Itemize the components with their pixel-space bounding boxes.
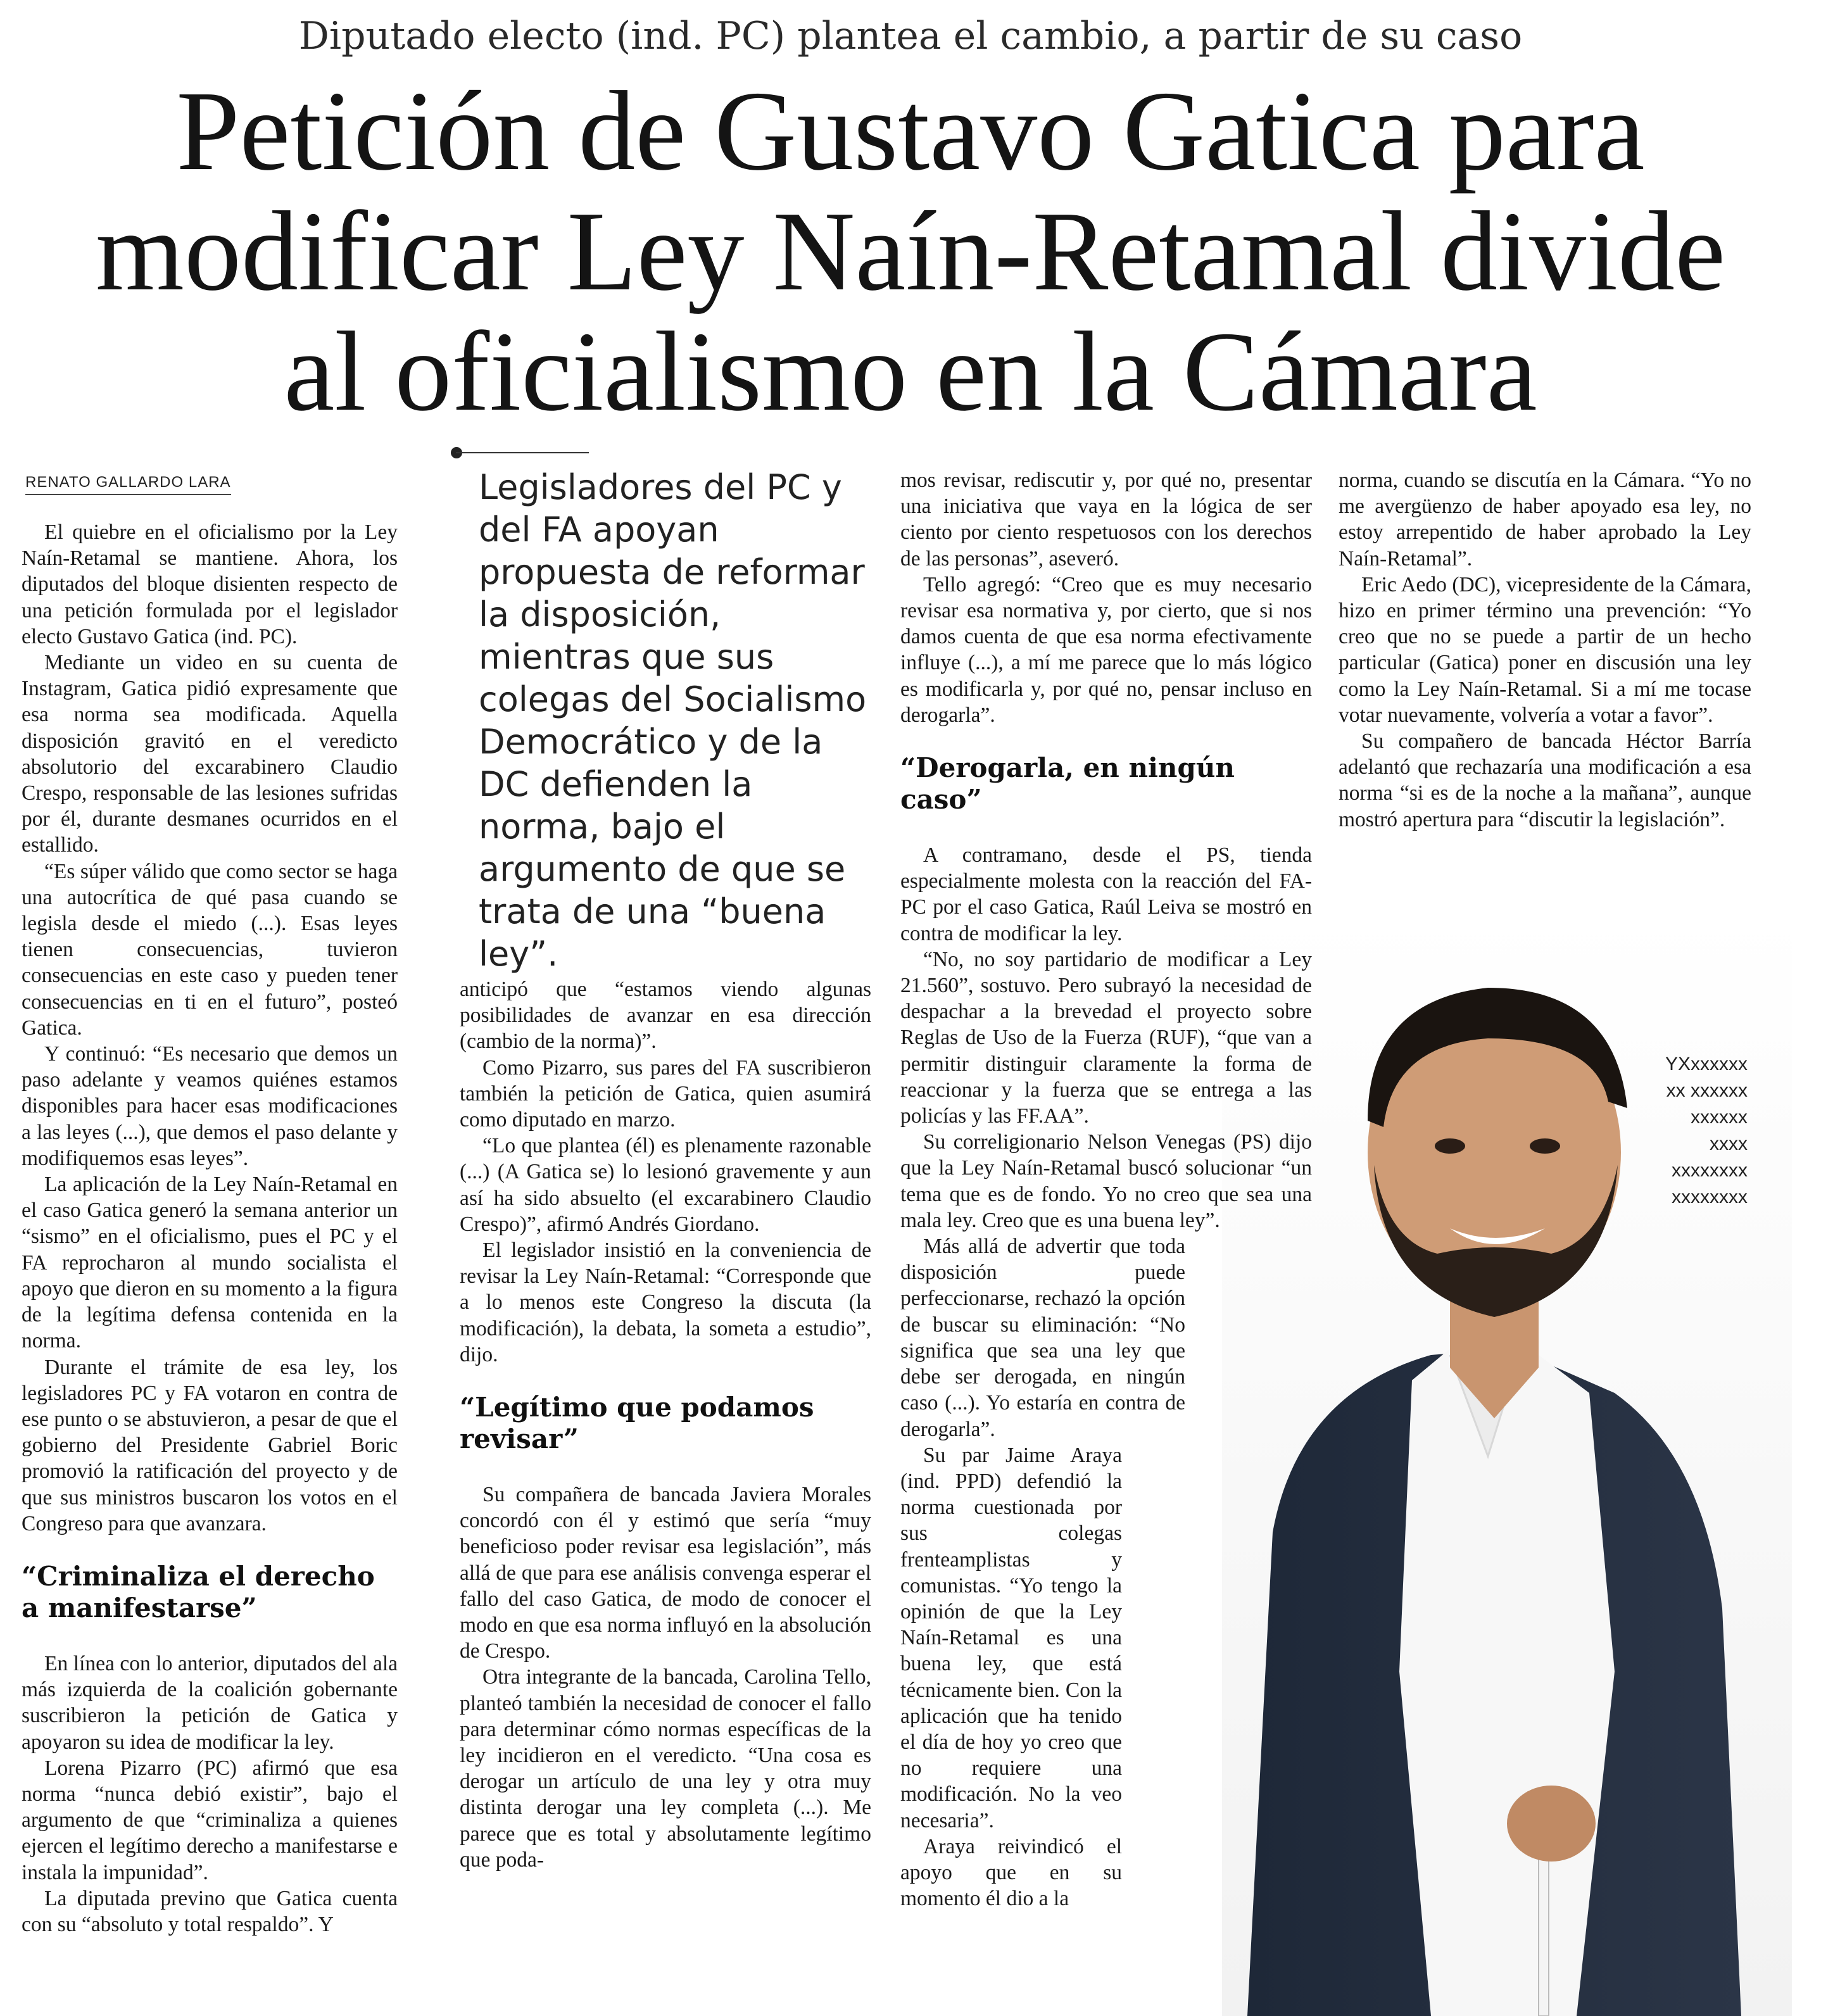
paragraph: Y continuó: “Es necesario que demos un paso adelante y veamos quiénes estamos disponibles para hacer esas modificaciones a las leyes (...), que demos el paso delante y modifiquemos esas leyes”.: [22, 1042, 398, 1170]
photo-caption-line: xxxxxxxx: [1672, 1160, 1748, 1181]
byline: RENATO GALLARDO LARA: [25, 474, 231, 495]
paragraph: mos revisar, rediscutir y, por qué no, presentar una iniciativa que vaya en la lógica de ser ciento por ciento respetuosos con los derechos de las personas”, aseveró.: [900, 469, 1312, 570]
paragraph: Su par Jaime Araya (ind. PPD) defendió la norma cuestionada por sus colegas frenteamplistas y comunistas. “Yo tengo la opinión de que la Ley Naín-Retamal es una buena ley, que está técnicamente bien. Con la aplicación que ha tenido el día de hoy yo creo que no requiere una modificación. No la veo necesaria”.: [900, 1443, 1122, 1832]
photo-caption-line: xxxxxxxx: [1672, 1187, 1748, 1207]
article-column-3: [900, 467, 1312, 1912]
paragraph: “No, no soy partidario de modificar a Ley 21.560”, sostuvo. Pero subrayó la necesidad de despachar a la brevedad el proyecto sobre Reglas de Uso de la Fuerza (RUF), “que van a permitir distinguir claramente la forma de reaccionar y la fuerza que se entrega a las policías y las FF.AA”.: [900, 947, 1312, 1128]
paragraph: anticipó que “estamos viendo algunas posibilidades de avanzar en esa dirección (cambio de la norma)”.: [460, 978, 871, 1054]
headline-line-1: Petición de Gustavo Gatica para: [176, 68, 1645, 194]
paragraph: Mediante un video en su cuenta de Instagram, Gatica pidió expresamente que esa norma sea modificada. Aquella disposición gravitó en el veredicto absolutorio del excarabinero Claudio Crespo, responsable de las lesiones sufridas por él, durante desmanes ocurridos en el estallido.: [22, 651, 398, 857]
headline-line-2: modificar Ley Naín-Retamal divide: [95, 188, 1726, 314]
photo-caption: [1621, 1051, 1748, 1211]
paragraph: A contramano, desde el PS, tienda especialmente molesta con la reacción del FA-PC por el caso Gatica, Raúl Leiva se mostró en contra de modificar la ley.: [900, 843, 1312, 945]
paragraph: El quiebre en el oficialismo por la Ley Naín-Retamal se mantiene. Ahora, los diputados del bloque disienten respecto de una petición formulada por el legislador electo Gustavo Gatica (ind. PC).: [22, 520, 398, 648]
pull-quote-rule: [456, 452, 589, 453]
paragraph: Tello agregó: “Creo que es muy necesario revisar esa normativa y, por cierto, que si nos damos cuenta de que esa norma efectivamente influye (...), a mí me parece que lo más lógico es modificarla y, por qué no, pensar incluso en derogarla”.: [900, 572, 1312, 727]
photo-caption-line: YXxxxxxx: [1665, 1054, 1748, 1074]
paragraph: Su compañero de bancada Héctor Barría adelantó que rechazaría una modificación a esa norma “si es de la noche a la mañana”, aunque mostró apertura para “discutir la legislación”.: [1339, 729, 1751, 831]
article-column-1: [22, 519, 398, 1937]
paragraph: El legislador insistió en la conveniencia de revisar la Ley Naín-Retamal: “Corresponde que a lo menos este Congreso la discuta (la modificación), la debata, la someta a estudio”, dijo.: [460, 1238, 871, 1366]
paragraph: Lorena Pizarro (PC) afirmó que esa norma “nunca debió existir”, bajo el argumento de que “criminaliza a quienes ejercen el legítimo derecho a manifestarse e instala la impunidad”.: [22, 1756, 398, 1884]
paragraph: Durante el trámite de esa ley, los legisladores PC y FA votaron en contra de ese punto o se abstuvieron, a pesar de que el gobierno del Presidente Gabriel Boric promovió la ratificación del proyecto y de que sus ministros buscaron los votos en el Congreso para que avanzara.: [22, 1355, 398, 1535]
headline-line-3: al oficialismo en la Cámara: [284, 308, 1537, 434]
paragraph: Más allá de advertir que toda disposición puede perfeccionarse, rechazó la opción de buscar su eliminación: “No significa que sea una ley que debe ser derogada, en ningún caso (...). Yo estaría en contra de derogarla”.: [900, 1235, 1185, 1441]
subheading: “Derogarla, en ningún caso”: [900, 752, 1235, 816]
subheading: “Criminaliza el derecho a manifestarse”: [22, 1560, 375, 1623]
headline: [38, 68, 1783, 434]
paragraph: La diputada previno que Gatica cuenta con su “absoluto y total respaldo”. Y: [22, 1886, 398, 1936]
subheading: “Legítimo que podamos revisar”: [460, 1392, 814, 1455]
paragraph: norma, cuando se discutía en la Cámara. “Yo no me avergüenzo de haber apoyado esa ley, no estoy arrepentido de haber aprobado la Ley Naín-Retamal”.: [1339, 469, 1751, 570]
paragraph: La aplicación de la Ley Naín-Retamal en el caso Gatica generó la semana anterior un “sismo” en el oficialismo, pues el PC y el FA reprocharon al mundo socialista el apoyo que dieron en su momento a la figura de la legítima defensa contenida en la norma.: [22, 1173, 398, 1353]
paragraph: Como Pizarro, sus pares del FA suscribieron también la petición de Gatica, quien asumirá como diputado en marzo.: [460, 1055, 871, 1132]
paragraph: Araya reivindicó el apoyo que en su momento él dio a la: [900, 1834, 1122, 1911]
photo-caption-line: xxxx: [1710, 1133, 1748, 1154]
kicker: Diputado electo (ind. PC) plantea el cambio, a partir de su caso: [298, 14, 1523, 58]
paragraph: “Lo que plantea (él) es plenamente razonable (...) (A Gatica se) lo lesionó gravemente y aun así ha sido absuelto (el excarabinero Claudio Crespo)”, afirmó Andrés Giordano.: [460, 1134, 871, 1236]
photo-caption-line: xx xxxxxx: [1666, 1080, 1748, 1101]
paragraph: Su compañera de bancada Javiera Morales concordó con él y estimó que sería “muy beneficioso poder revisar esa legislación”, más allá de que para ese análisis convenga esperar el fallo del caso Gatica, de modo de conocer el modo en que esa norma influyó en la absolución de Crespo.: [460, 1483, 871, 1663]
paragraph: “Es súper válido que como sector se haga una autocrítica de qué pasa cuando se legisla desde el miedo (...). Esas leyes tienen consecuencias, tuvieron consecuencias en este caso y pueden tener consecuencias en ti en el futuro”, posteó Gatica.: [22, 859, 398, 1040]
paragraph: Su correligionario Nelson Venegas (PS) dijo que la Ley Naín-Retamal buscó solucionar “un tema que es de fondo. Yo no creo que sea una mala ley. Creo que es una buena ley”.: [900, 1130, 1312, 1232]
pull-quote: Legisladores del PC y del FA apoyan propuesta de reformar la disposición, mientras que sus colegas del Socialismo Democrático y de la DC defienden la norma, bajo el argumento de que se trata de una “buena ley”.: [479, 467, 867, 974]
photo-caption-line: xxxxxx: [1691, 1107, 1748, 1128]
article-column-4: [1339, 467, 1751, 833]
article-column-2: [460, 976, 871, 1873]
paragraph: En línea con lo anterior, diputados del ala más izquierda de la coalición gobernante suscribieron la petición de Gatica y apoyaron su idea de modificar la ley.: [22, 1651, 398, 1754]
paragraph: Otra integrante de la bancada, Carolina Tello, planteó también la necesidad de conocer el fallo para determinar cómo normas específicas de la ley incidieron en el veredicto. “Una cosa es derogar un artículo de una ley y otra muy distinta derogar una ley completa (...). Me parece que es total y absolutamente legítimo que poda-: [460, 1665, 871, 1872]
paragraph: Eric Aedo (DC), vicepresidente de la Cámara, hizo en primer término una prevención: “Yo creo que no se puede a partir de un hecho particular (Gatica) poner en discusión una ley como la Ley Naín-Retamal. Si a mí me tocase votar nuevamente, volvería a votar a favor”.: [1339, 572, 1751, 727]
